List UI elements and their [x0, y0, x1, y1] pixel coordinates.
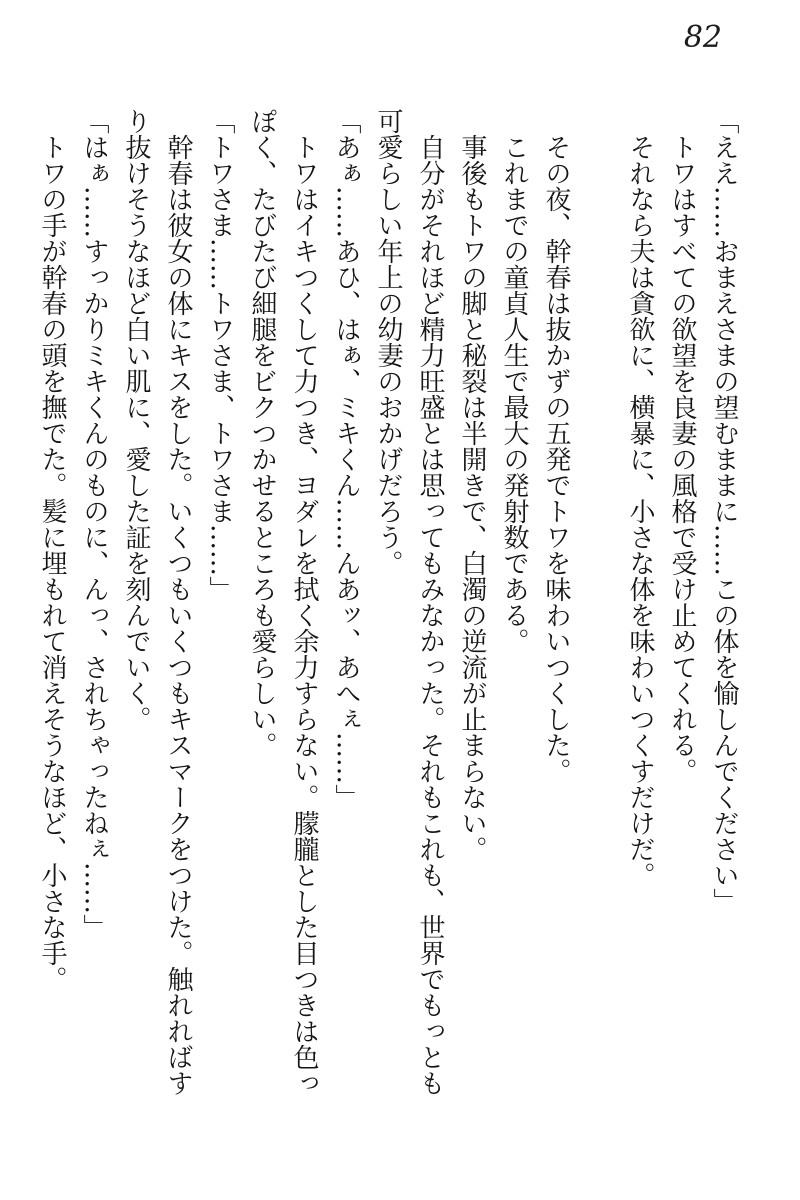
- paragraph-dialogue: 「トワさま……トワさま、トワさま……」: [205, 108, 235, 602]
- paragraph-narrative: 幹春は彼女の体にキスをした。いくつもいくつもキスマークをつけた。触れればすり抜けそうなほど白い肌に、愛した証を刻んでいく。: [121, 108, 193, 1096]
- paragraph-narrative: 事後もトワの脚と秘裂は半開きで、白濁の逆流が止まらない。: [457, 134, 487, 862]
- paragraph-narrative: トワはすべての欲望を良妻の風格で受け止めてくれる。: [667, 134, 697, 784]
- paragraph-narrative: それなら夫は貪欲に、横暴に、小さな体を味わいつくすだけだ。: [625, 134, 655, 888]
- blank-line: [577, 108, 619, 1108]
- paragraph-dialogue: 「ええ……おまえさまの望むままに……この体を愉しんでください」: [709, 108, 739, 914]
- paragraph-narrative: その夜、幹春は抜かずの五発でトワを味わいつくした。: [541, 134, 571, 784]
- paragraph-narrative: トワの手が幹春の頭を撫でた。髪に埋もれて消えそうなほど、小さな手。: [37, 134, 67, 992]
- paragraph-narrative: これまでの童貞人生で最大の発射数である。: [499, 134, 529, 654]
- vertical-text-body: [31, 108, 745, 1108]
- paragraph-narrative: トワはイキつくして力つき、ヨダレを拭く余力すらない。朦朧とした目つきは色っぽく、たびたび細腿をビクつかせるところも愛らしい。: [247, 108, 319, 1096]
- page-number: 82: [683, 20, 722, 55]
- paragraph-dialogue: 「はぁ……すっかりミキくんのものに、んっ、されちゃったねぇ……」: [79, 108, 109, 940]
- paragraph-narrative: 自分がそれほど精力旺盛とは思ってもみなかった。それもこれも、世界でもっとも可愛らしい年上の幼妻のおかげだろう。: [373, 108, 445, 1096]
- paragraph-dialogue: 「あぁ……あひ、はぁ、ミキくん……んあッ、あへぇ……」: [331, 108, 361, 810]
